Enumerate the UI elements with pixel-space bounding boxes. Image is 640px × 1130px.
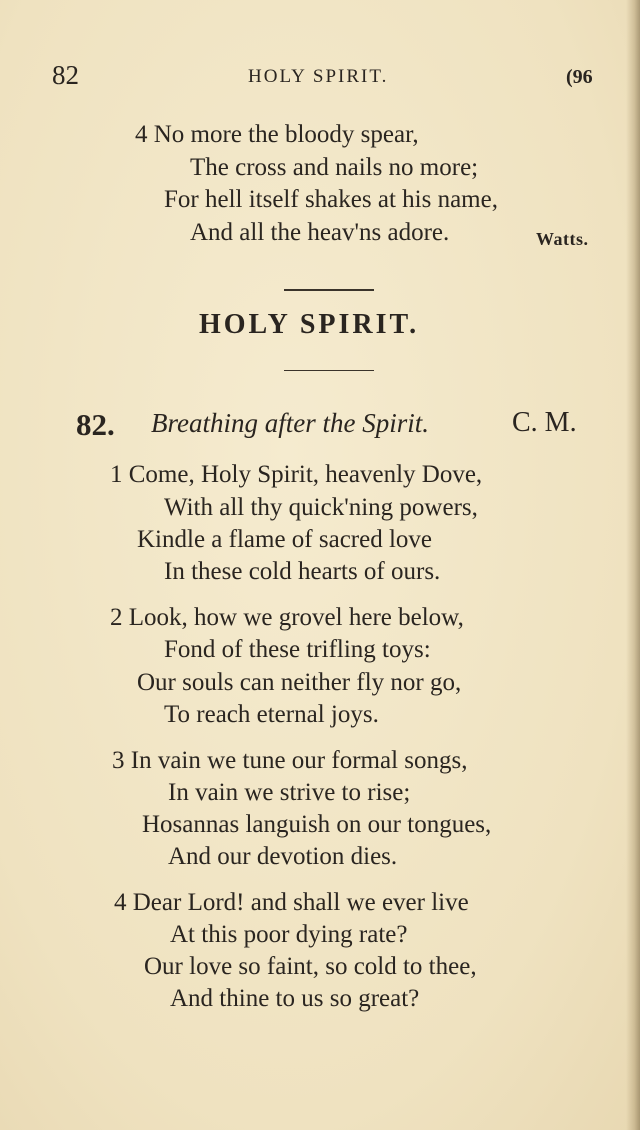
- author-attribution: Watts.: [536, 229, 589, 249]
- verse-line: Our love so faint, so cold to thee,: [144, 953, 477, 980]
- verse-line: 1 Come, Holy Spirit, heavenly Dove,: [110, 461, 483, 488]
- verse-line: At this poor dying rate?: [170, 921, 408, 948]
- verse-line: 2 Look, how we grovel here below,: [110, 604, 464, 631]
- page-edge-shadow: [626, 0, 640, 1130]
- verse-line: With all thy quick'ning powers,: [164, 494, 478, 521]
- verse-line: 4 No more the bloody spear,: [135, 121, 419, 148]
- page-number: 82: [52, 60, 79, 90]
- verse-line: Fond of these trifling toys:: [164, 636, 431, 663]
- verse-line: In vain we strive to rise;: [168, 779, 411, 806]
- hymn-number: 82.: [76, 407, 115, 442]
- hymn-title: Breathing after the Spirit.: [151, 408, 429, 438]
- verse-line: And all the heav'ns adore.: [190, 219, 450, 246]
- running-head: HOLY SPIRIT.: [248, 66, 389, 87]
- verse-line: To reach eternal joys.: [164, 701, 379, 728]
- section-title: HOLY SPIRIT.: [199, 309, 420, 340]
- bottom-rule: [284, 370, 374, 371]
- verse-line: 4 Dear Lord! and shall we ever live: [114, 889, 469, 916]
- verse-line: Hosannas languish on our tongues,: [142, 811, 492, 838]
- verse-line: And thine to us so great?: [170, 985, 420, 1012]
- verse-line: And our devotion dies.: [168, 843, 398, 870]
- verse-line: For hell itself shakes at his name,: [164, 186, 498, 213]
- verse-line: Kindle a flame of sacred love: [137, 526, 433, 553]
- hymn-meter: C. M.: [512, 407, 577, 438]
- top-rule: [284, 289, 374, 291]
- verse-line: In these cold hearts of ours.: [164, 558, 441, 585]
- hymn-reference: (96: [566, 66, 593, 88]
- verse-line: The cross and nails no more;: [190, 154, 479, 181]
- verse-line: Our souls can neither fly nor go,: [137, 669, 462, 696]
- verse-line: 3 In vain we tune our formal songs,: [112, 747, 468, 774]
